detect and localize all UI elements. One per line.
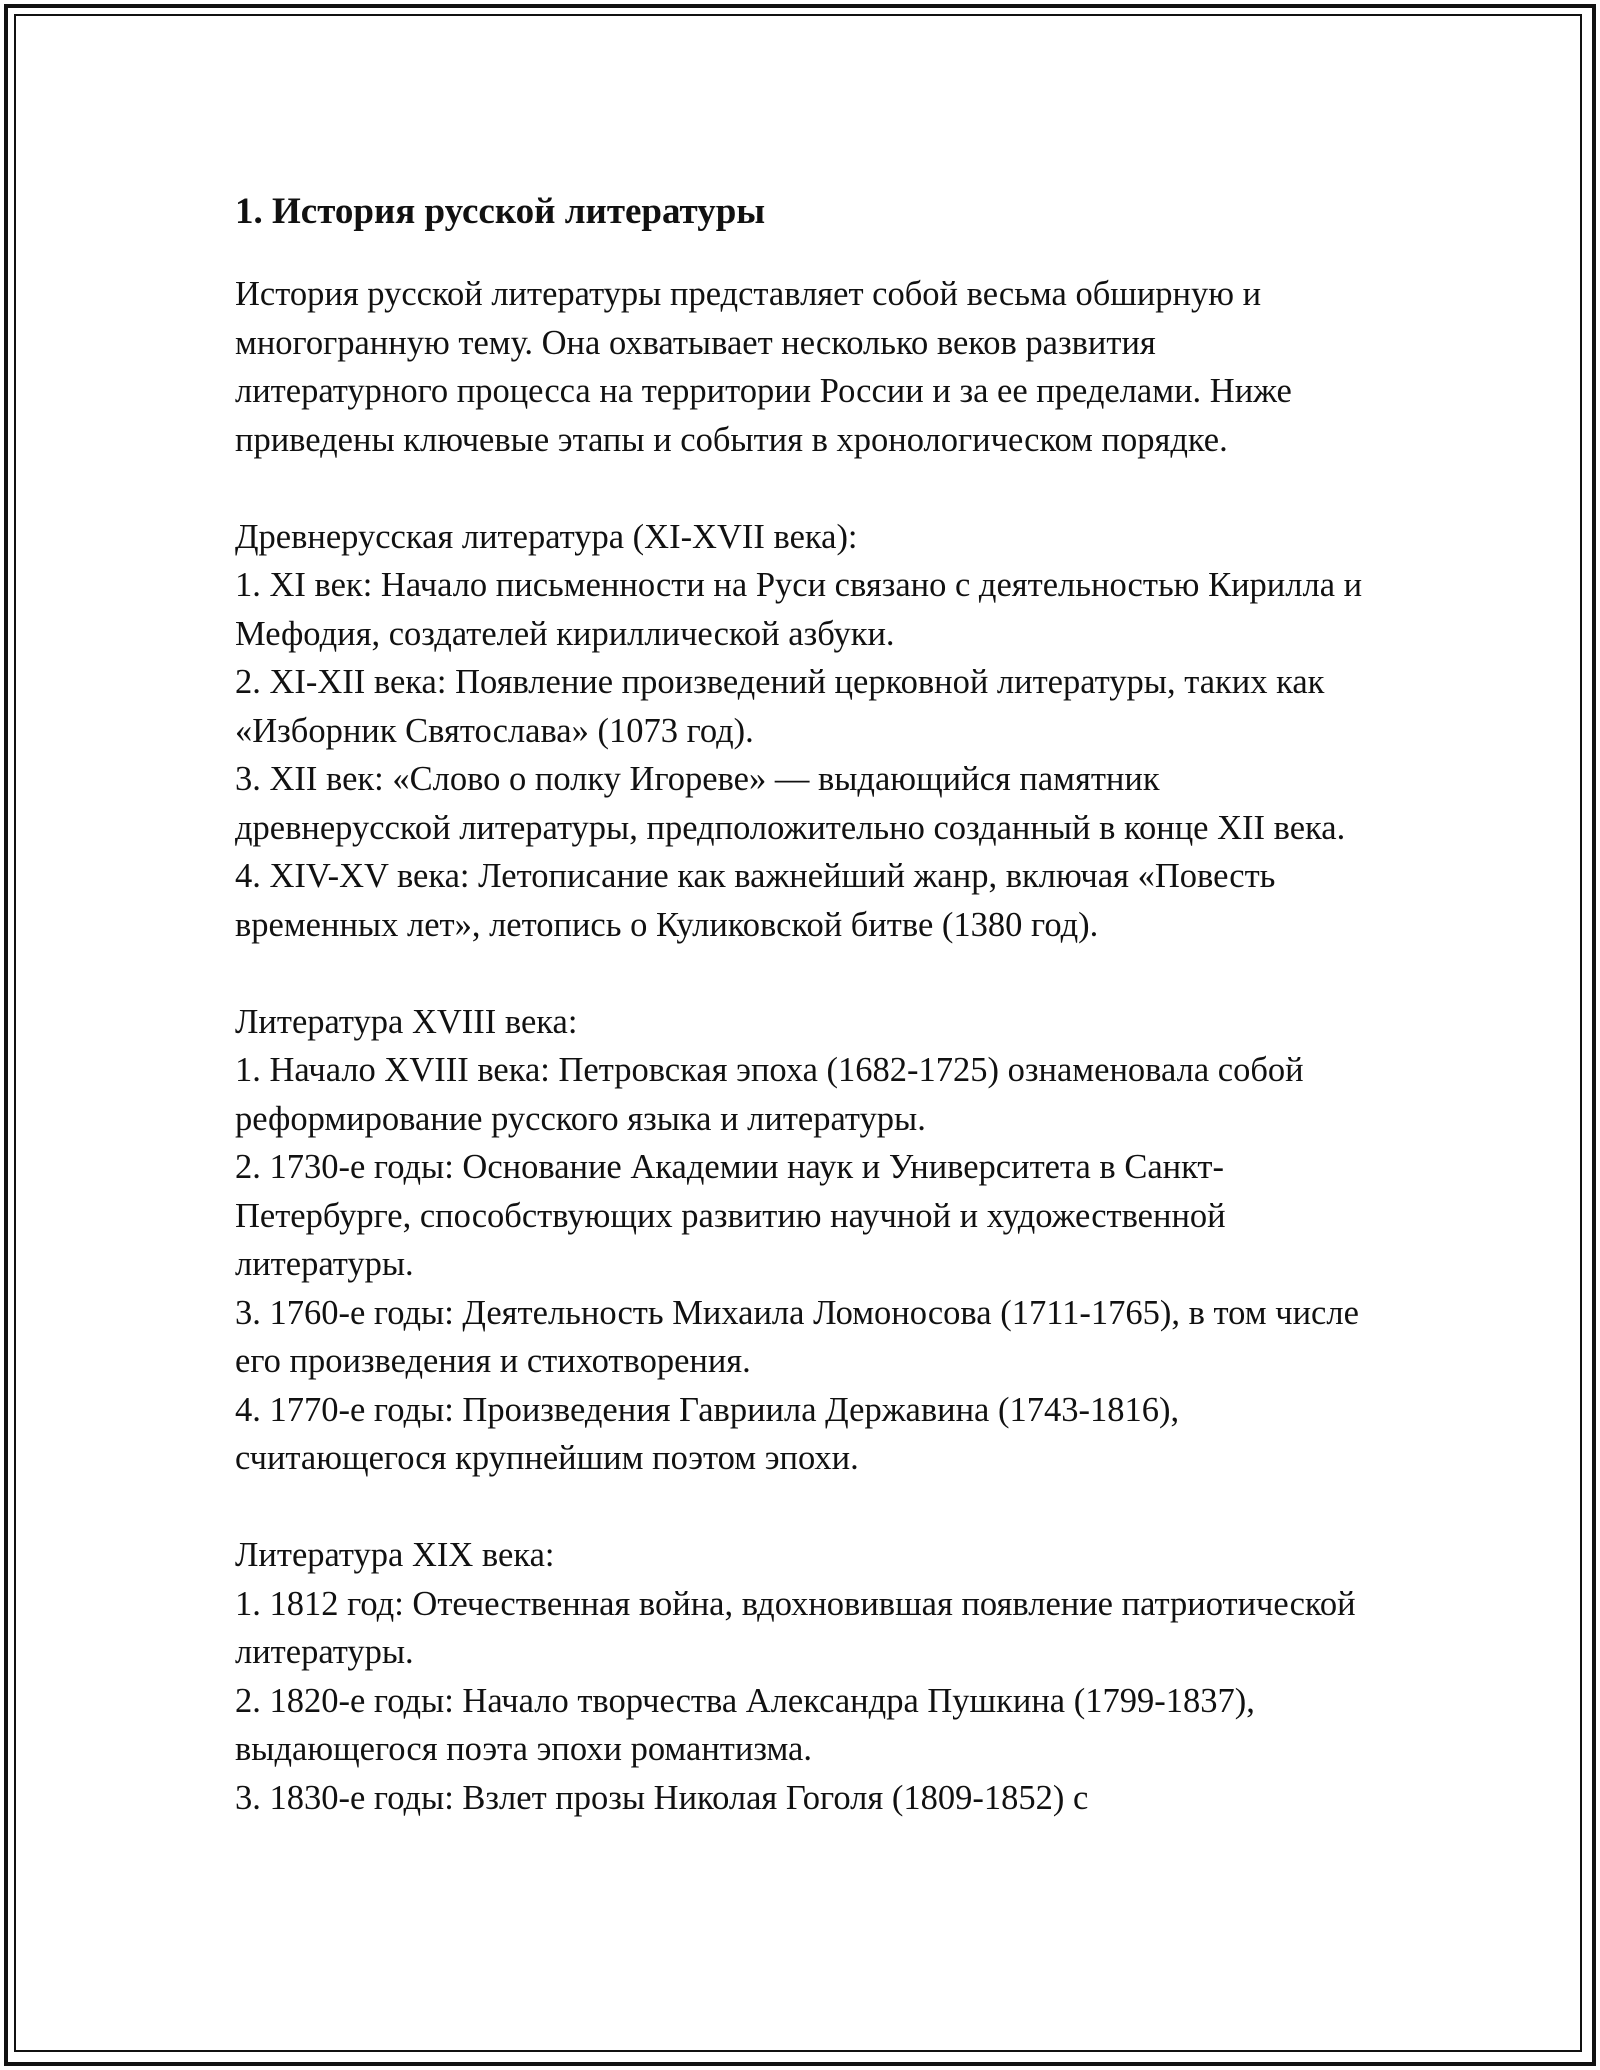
document-body xyxy=(235,186,1375,1822)
section-heading-18th-century: Литература XVIII века: xyxy=(235,1002,578,1041)
list-item: 2. XI-XII века: Появление произведений церковной литературы, таких как «Изборник Святослава» (1073 год). xyxy=(235,663,1325,750)
list-item: 4. 1770-е годы: Произведения Гавриила Державина (1743-1816), считающегося крупнейшим поэтом эпохи. xyxy=(235,1390,1180,1477)
list-item: 3. XII век: «Слово о полку Игореве» — выдающийся памятник древнерусской литературы, предположительно созданный в конце XII века. xyxy=(235,760,1346,847)
list-item: 4. XIV-XV века: Летописание как важнейший жанр, включая «Повесть временных лет», летопись о Куликовской битве (1380 год). xyxy=(235,857,1276,944)
list-item: 2. 1820-е годы: Начало творчества Александра Пушкина (1799-1837), выдающегося поэта эпохи романтизма. xyxy=(235,1681,1255,1768)
document-title: 1. История русской литературы xyxy=(235,191,766,232)
list-item: 3. 1830-е годы: Взлет прозы Николая Гоголя (1809-1852) с xyxy=(235,1778,1089,1817)
list-item: 3. 1760-е годы: Деятельность Михаила Ломоносова (1711-1765), в том числе его произведения и стихотворения. xyxy=(235,1293,1359,1380)
spacer xyxy=(235,949,1375,998)
spacer xyxy=(235,1483,1375,1532)
spacer xyxy=(235,464,1375,513)
list-item: 1. 1812 год: Отечественная война, вдохновившая появление патриотической литературы. xyxy=(235,1584,1356,1671)
section-heading-19th-century: Литература XIX века: xyxy=(235,1536,555,1574)
intro-paragraph: История русской литературы представляет собой весьма обширную и многогранную тему. Она охватывает несколько веков развития литературного процесса на территории России и за ее пределами. Ниже приведены ключевые этапы и события в хронологическом порядке. xyxy=(235,275,1292,459)
list-item: 1. XI век: Начало письменности на Руси связано с деятельностью Кирилла и Мефодия, создателей кириллической азбуки. xyxy=(235,566,1363,653)
list-item: 2. 1730-е годы: Основание Академии наук и Университета в Санкт-Петербурге, способствующих развитию научной и художественной литературы. xyxy=(235,1148,1226,1283)
section-heading-old-russian: Древнерусская литература (XI-XVII века): xyxy=(235,517,858,556)
list-item: 1. Начало XVIII века: Петровская эпоха (1682-1725) ознаменовала собой реформирование русского языка и литературы. xyxy=(235,1051,1304,1138)
